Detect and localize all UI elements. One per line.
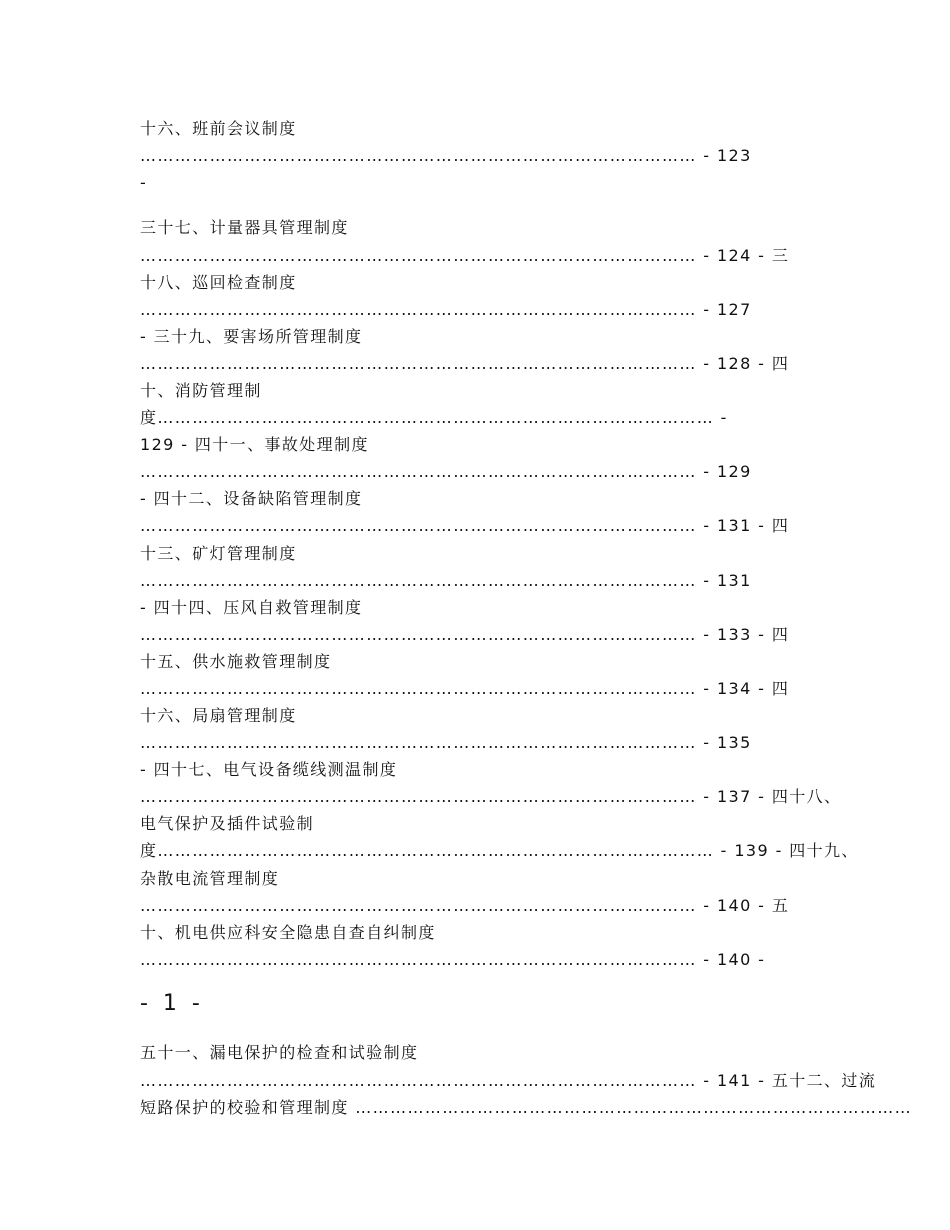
toc-line: 三十七、计量器具管理制度 [140, 218, 349, 237]
toc-line: - 四十七、电气设备缆线测温制度 [140, 760, 398, 779]
toc-line: …………………………………………………………………………………… - 124 - 三 [140, 246, 790, 265]
toc-line: 十五、供水施救管理制度 [140, 652, 332, 671]
toc-line: 十、消防管理制 [140, 381, 262, 400]
toc-line: 电气保护及插件试验制 [140, 814, 315, 833]
toc-line: 短路保护的校验和管理制度 …………………………………………………………………………………… [140, 1098, 913, 1117]
toc-line: …………………………………………………………………………………… - 135 [140, 733, 752, 752]
toc-line: - 三十九、要害场所管理制度 [140, 327, 363, 346]
page-number: - 1 - [140, 991, 204, 1016]
toc-line: …………………………………………………………………………………… - 127 [140, 300, 752, 319]
toc-line: …………………………………………………………………………………… - 133 - 四 [140, 625, 790, 644]
toc-line: …………………………………………………………………………………… - 131 [140, 571, 752, 590]
toc-line: 129 - 四十一、事故处理制度 [140, 435, 369, 454]
toc-line: …………………………………………………………………………………… - 134 - 四 [140, 679, 790, 698]
toc-line: 十六、局扇管理制度 [140, 706, 297, 725]
toc-line: …………………………………………………………………………………… - 131 - 四 [140, 516, 790, 535]
toc-line: - 四十四、压风自救管理制度 [140, 598, 363, 617]
toc-line: 十六、班前会议制度 [140, 119, 297, 138]
toc-line: …………………………………………………………………………………… - 140 - [140, 950, 766, 969]
toc-line: 杂散电流管理制度 [140, 869, 280, 888]
toc-line: …………………………………………………………………………………… - 123 [140, 146, 752, 165]
toc-line: …………………………………………………………………………………… - 128 - 四 [140, 354, 790, 373]
toc-line: 五十一、漏电保护的检查和试验制度 [140, 1043, 419, 1062]
toc-line: …………………………………………………………………………………… - 140 - 五 [140, 896, 790, 915]
toc-line: …………………………………………………………………………………… - 141 - 五十二、过流 [140, 1071, 877, 1090]
toc-line: 度…………………………………………………………………………………… - [140, 408, 728, 427]
toc-line: …………………………………………………………………………………… - 129 [140, 462, 752, 481]
toc-line: 十八、巡回检查制度 [140, 273, 297, 292]
toc-line: 十、机电供应科安全隐患自查自纠制度 [140, 923, 436, 942]
toc-line: 度…………………………………………………………………………………… - 139 - 四十九、 [140, 841, 859, 860]
toc-line: - [140, 173, 148, 192]
toc-line: …………………………………………………………………………………… - 137 - 四十八、 [140, 787, 842, 806]
toc-line: - 四十二、设备缺陷管理制度 [140, 489, 363, 508]
toc-line: 十三、矿灯管理制度 [140, 544, 297, 563]
